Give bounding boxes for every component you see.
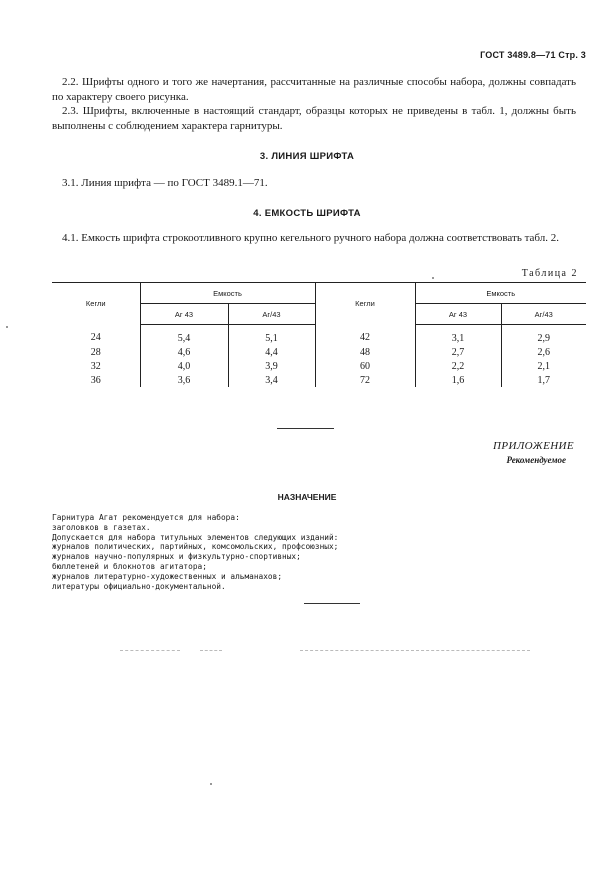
purpose-line: Гарнитура Агат рекомендуется для набора: (52, 513, 240, 522)
capacity-table (52, 282, 586, 387)
paragraph-3-1 (52, 176, 576, 191)
paragraph-2-2 (52, 75, 576, 104)
cell-size: 28 (90, 346, 101, 358)
scan-artifact-line (120, 650, 180, 651)
cell-size: 72 (315, 373, 415, 387)
cell-size: 32 (90, 360, 101, 372)
cell-ag43: 3,1 (415, 325, 501, 346)
cell-ag43: 4,6 (140, 345, 228, 359)
end-rule (304, 603, 360, 604)
cell-ag43-slash: 2,6 (501, 345, 586, 359)
section-4-heading: 4. ЕМКОСТЬ ШРИФТА (253, 208, 361, 219)
page-header: ГОСТ 3489.8—71 Стр. 3 (480, 50, 586, 60)
divider-rule (277, 428, 334, 429)
purpose-line: журналов научно-популярных и физкультурно-спортивных; (52, 552, 301, 562)
appendix-subtitle: Рекомендуемое (506, 455, 566, 465)
paragraph-4-1 (52, 231, 576, 246)
table-row (52, 373, 586, 387)
paragraph-2-3-text: 2.3. Шрифты, включенные в настоящий стандарт, образцы которых не приведены в табл. 1, должны быть выполнены с соблюдением характера гарнитуры. (52, 105, 576, 132)
header-size-left: Кегли (52, 283, 140, 325)
paragraph-3-1-text: 3.1. Линия шрифта — по ГОСТ 3489.1—71. (62, 177, 268, 189)
cell-size: 24 (90, 332, 101, 344)
header-ag43-right: Аг 43 (415, 304, 501, 325)
purpose-list (52, 513, 412, 591)
cell-ag43: 1,6 (415, 373, 501, 387)
scan-speck (6, 326, 8, 328)
cell-size: 36 (90, 374, 101, 386)
cell-size: 42 (315, 325, 415, 346)
purpose-line: литературы официально-документальной. (52, 581, 226, 591)
cell-size: 60 (315, 359, 415, 373)
purpose-line: журналов политических, партийных, комсомольских, профсоюзных; (52, 542, 339, 552)
cell-ag43-slash: 1,7 (501, 373, 586, 387)
paragraph-2-2-text: 2.2. Шрифты одного и того же начертания, рассчитанные на различные способы набора, должны совпадать по характеру своего рисунка. (52, 76, 576, 103)
header-capacity-right: Емкость (415, 283, 586, 304)
paragraph-2-3 (52, 104, 576, 133)
scan-artifact-line (300, 650, 530, 651)
header-ag43-slash-right: Аг/43 (501, 304, 586, 325)
purpose-line: заголовков в газетах. (52, 522, 151, 532)
cell-ag43-slash: 5,1 (228, 325, 315, 346)
header-ag43-left: Аг 43 (140, 304, 228, 325)
cell-ag43: 2,7 (415, 345, 501, 359)
table-row (52, 325, 586, 346)
header-ag43-slash-left: Аг/43 (228, 304, 315, 325)
header-size-right: Кегли (315, 283, 415, 325)
cell-ag43: 3,6 (140, 373, 228, 387)
purpose-line: Допускается для набора титульных элементов следующих изданий: (52, 532, 339, 542)
cell-ag43-slash: 3,9 (228, 359, 315, 373)
table-row (52, 359, 586, 373)
scan-speck (432, 277, 434, 279)
paragraph-4-1-text: 4.1. Емкость шрифта строкоотливного крупно кегельного ручного набора должна соответствовать табл. 2. (62, 232, 559, 244)
purpose-line: бюллетеней и блокнотов агитатора; (52, 561, 207, 571)
cell-ag43: 5,4 (140, 325, 228, 346)
purpose-heading: НАЗНАЧЕНИЕ (277, 492, 337, 502)
cell-ag43-slash: 4,4 (228, 345, 315, 359)
cell-ag43-slash: 3,4 (228, 373, 315, 387)
cell-ag43: 4,0 (140, 359, 228, 373)
appendix-title: ПРИЛОЖЕНИЕ (493, 440, 574, 452)
purpose-line: журналов литературно-художественных и альманахов; (52, 571, 283, 581)
scan-artifact-line (200, 650, 222, 651)
cell-ag43-slash: 2,1 (501, 359, 586, 373)
section-3-heading: 3. ЛИНИЯ ШРИФТА (259, 151, 355, 162)
cell-size: 48 (315, 345, 415, 359)
scan-speck (210, 783, 212, 785)
cell-ag43-slash: 2,9 (501, 325, 586, 346)
header-capacity-left: Емкость (140, 283, 315, 304)
table-caption: Таблица 2 (521, 268, 578, 279)
table-row (52, 345, 586, 359)
cell-ag43: 2,2 (415, 359, 501, 373)
